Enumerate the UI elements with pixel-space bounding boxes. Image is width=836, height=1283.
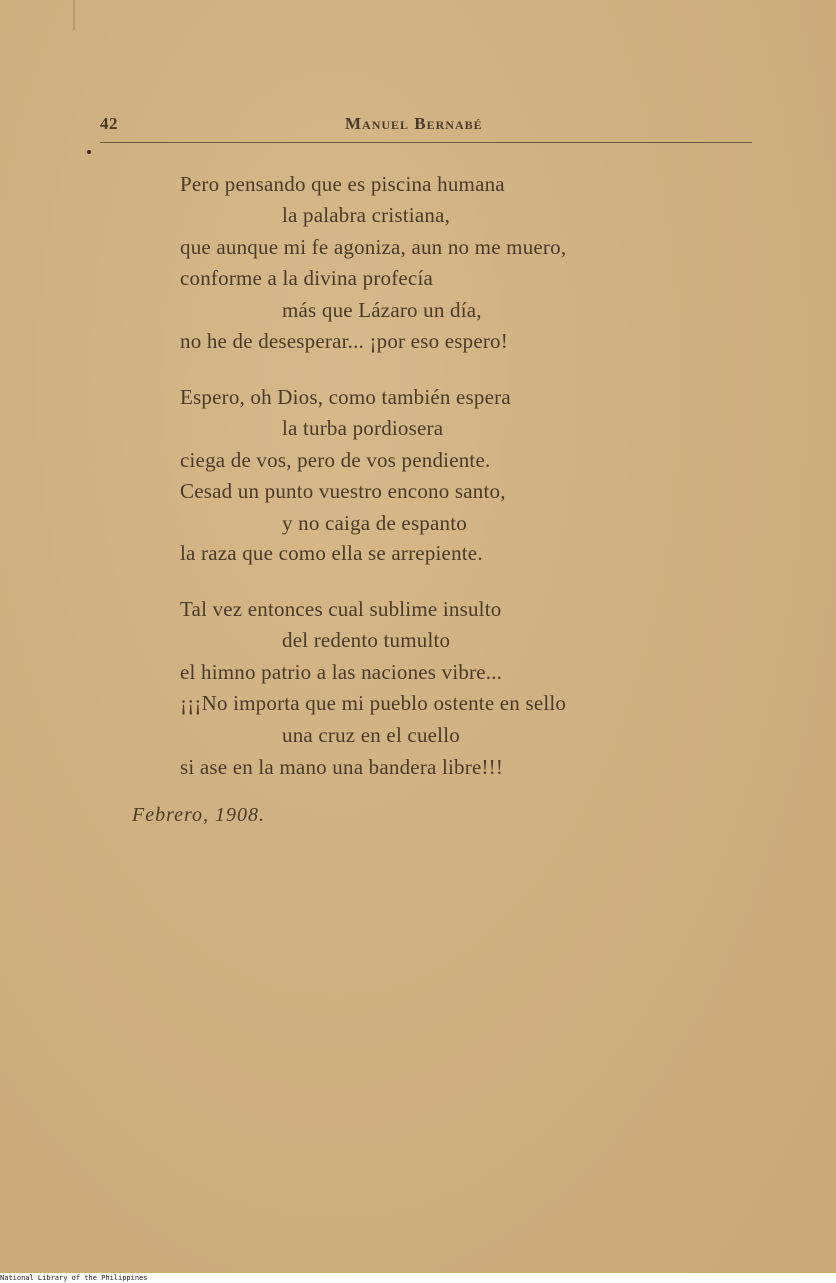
poem-line: no he de desesperar... ¡por eso espero! — [180, 329, 508, 353]
page-number: 42 — [100, 114, 118, 133]
poem-line: y no caiga de espanto — [282, 511, 467, 535]
poem-line: el himno patrio a las naciones vibre... — [180, 660, 503, 684]
poem-line: Espero, oh Dios, como también espera — [180, 385, 511, 409]
poem-line: la raza que como ella se arrepiente. — [180, 541, 483, 565]
poem-line: del redento tumulto — [282, 628, 451, 652]
poem-line: más que Lázaro un día, — [282, 298, 482, 322]
poem-line: ¡¡¡No importa que mi pueblo ostente en sello — [180, 691, 567, 715]
poem-line: la palabra cristiana, — [282, 203, 451, 227]
running-title: Manuel Bernabé — [345, 114, 483, 133]
poem-line: Tal vez entonces cual sublime insulto — [180, 597, 502, 621]
poem-line: la turba pordiosera — [282, 416, 444, 440]
poem-line: Pero pensando que es piscina humana — [180, 172, 505, 196]
poem-line: si ase en la mano una bandera libre!!! — [180, 755, 504, 779]
poem-line: Cesad un punto vuestro encono santo, — [180, 479, 506, 503]
ink-dot — [87, 150, 91, 154]
poem-line: que aunque mi fe agoniza, aun no me muero, — [180, 235, 567, 259]
page-edge-mark — [73, 0, 75, 30]
poem-line: una cruz en el cuello — [282, 723, 460, 747]
footer-credit: National Library of the Philippines — [0, 1274, 148, 1282]
poem-line: ciega de vos, pero de vos pendiente. — [180, 448, 491, 472]
header-rule — [100, 142, 752, 143]
poem-date: Febrero, 1908. — [132, 804, 266, 826]
poem-line: conforme a la divina profecía — [180, 266, 434, 290]
